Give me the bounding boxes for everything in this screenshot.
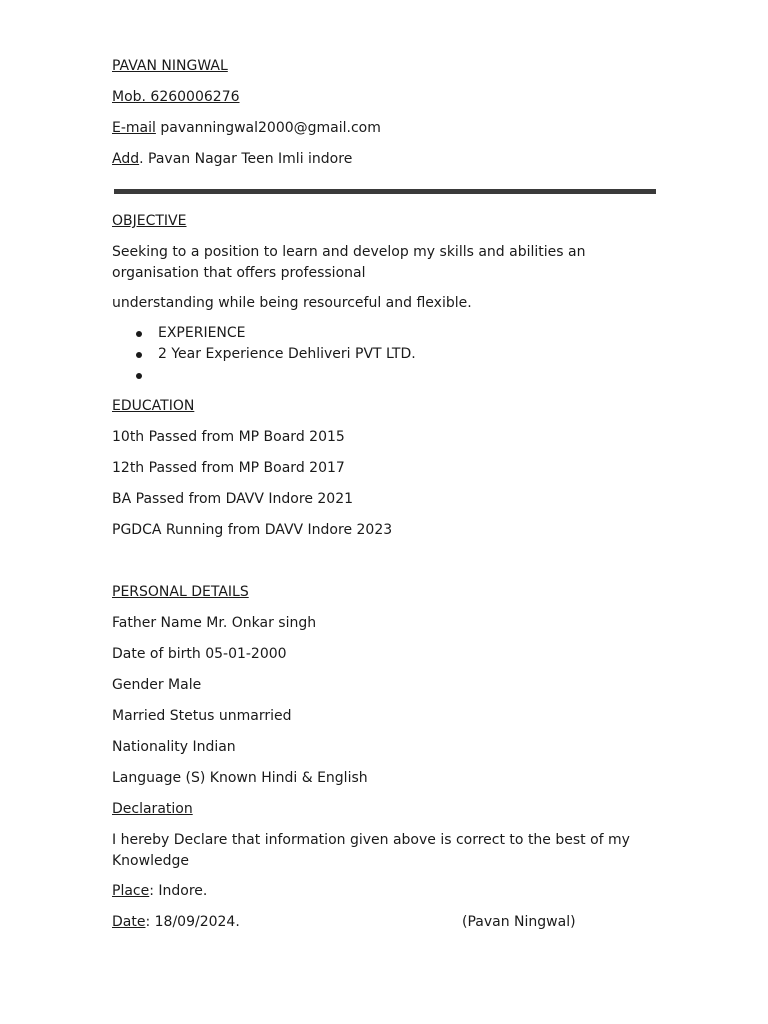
education-item: PGDCA Running from DAVV Indore 2023 <box>112 522 393 538</box>
place-value: : Indore. <box>149 883 208 899</box>
list-item <box>112 323 416 344</box>
bullet-icon <box>136 331 142 337</box>
email-value: pavanningwal2000@gmail.com <box>155 120 381 136</box>
personal-detail-item: Father Name Mr. Onkar singh <box>112 615 317 631</box>
email-line <box>112 118 381 139</box>
personal-detail-item: Nationality Indian <box>112 739 236 755</box>
list-item <box>112 344 416 365</box>
objective-heading: OBJECTIVE <box>112 213 187 229</box>
candidate-name: PAVAN NINGWAL <box>112 58 228 74</box>
address-line <box>112 149 352 170</box>
horizontal-divider <box>114 189 656 194</box>
experience-item: EXPERIENCE <box>158 325 246 341</box>
education-item: BA Passed from DAVV Indore 2021 <box>112 491 354 507</box>
declaration-text: I hereby Declare that information given above is correct to the best of my Knowledge <box>112 832 630 869</box>
objective-text-1: Seeking to a position to learn and develop my skills and abilities an organisation that offers professional <box>112 244 586 281</box>
personal-detail-item: Gender Male <box>112 677 202 693</box>
place-label: Place <box>112 883 150 899</box>
mobile-number: Mob. 6260006276 <box>112 89 240 105</box>
education-item: 12th Passed from MP Board 2017 <box>112 460 345 476</box>
bullet-icon <box>136 352 142 358</box>
date-line <box>112 912 240 933</box>
list-item <box>112 365 416 386</box>
personal-detail-item: Language (S) Known Hindi & English <box>112 770 368 786</box>
experience-item: 2 Year Experience Dehliveri PVT LTD. <box>158 346 416 362</box>
education-item: 10th Passed from MP Board 2015 <box>112 429 345 445</box>
objective-text-2: understanding while being resourceful and flexible. <box>112 295 472 311</box>
address-label: Add <box>112 151 140 167</box>
signature-name: (Pavan Ningwal) <box>462 914 576 930</box>
bullet-icon <box>136 373 142 379</box>
education-heading: EDUCATION <box>112 398 195 414</box>
personal-detail-item: Date of birth 05-01-2000 <box>112 646 287 662</box>
personal-detail-item: Married Stetus unmarried <box>112 708 292 724</box>
declaration-heading: Declaration <box>112 801 193 817</box>
personal-details-heading: PERSONAL DETAILS <box>112 584 249 600</box>
place-line <box>112 881 207 902</box>
address-value: . Pavan Nagar Teen Imli indore <box>139 151 353 167</box>
date-value: : 18/09/2024. <box>145 914 240 930</box>
email-label: E-mail <box>112 120 156 136</box>
experience-list <box>112 323 416 386</box>
date-label: Date <box>112 914 146 930</box>
